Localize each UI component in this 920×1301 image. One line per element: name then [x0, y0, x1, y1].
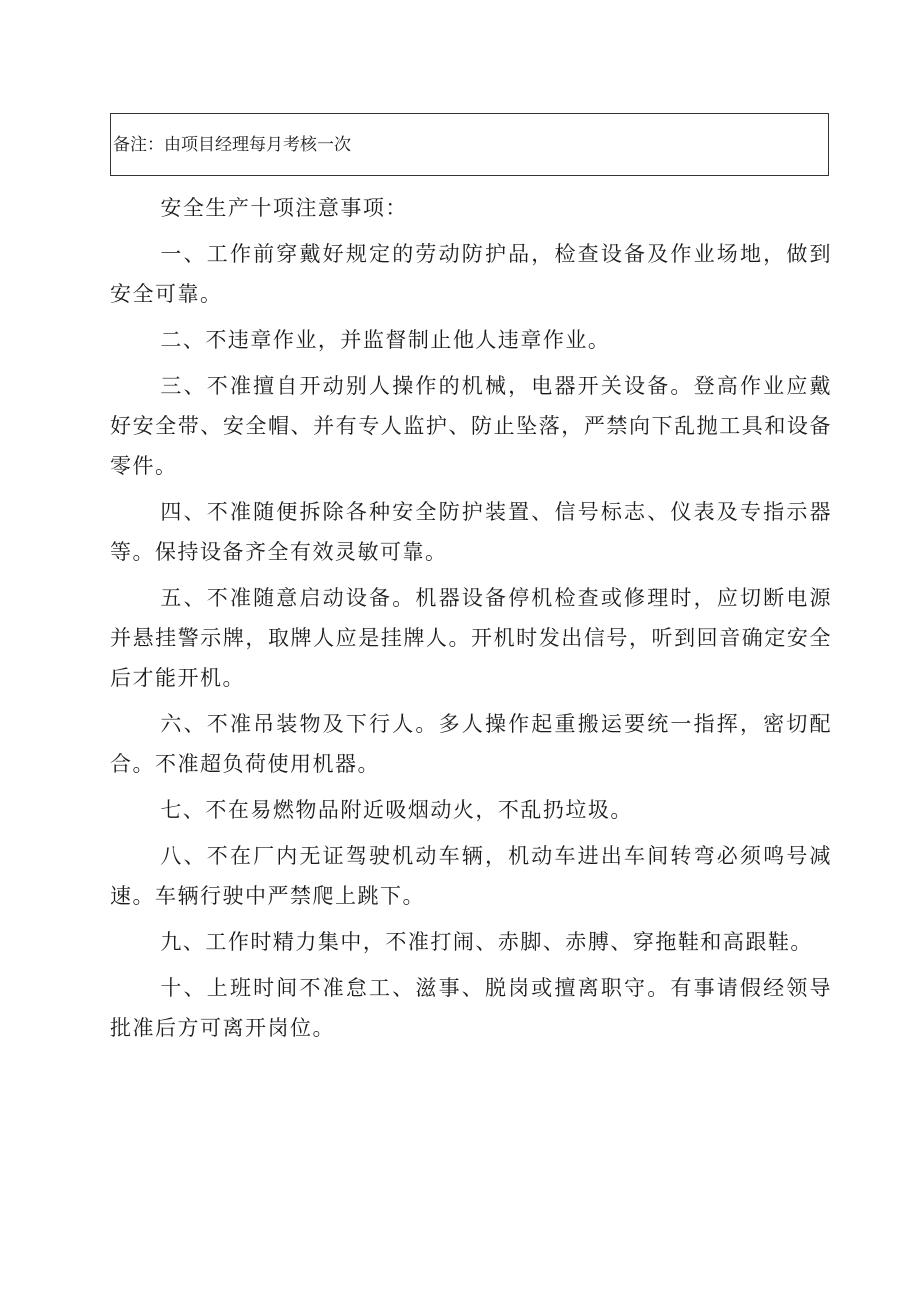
rule-item-3: 三、不准擅自开动别人操作的机械，电器开关设备。登高作业应戴好安全带、安全帽、并有专人监护、防止坠落，严禁向下乱抛工具和设备零件。	[110, 374, 832, 478]
rule-item-9: 九、工作时精力集中，不准打闹、赤脚、赤膊、穿拖鞋和高跟鞋。	[160, 930, 813, 954]
remark-text: 备注：由项目经理每月考核一次	[113, 135, 351, 155]
rule-item-4: 四、不准随便拆除各种安全防护装置、信号标志、仪表及专指示器等。保持设备齐全有效灵敏可靠。	[110, 500, 832, 564]
safety-rules-section	[110, 188, 832, 1054]
rule-item-5: 五、不准随意启动设备。机器设备停机检查或修理时，应切断电源并悬挂警示牌，取牌人应是挂牌人。开机时发出信号，听到回音确定安全后才能开机。	[110, 586, 832, 690]
rule-item-6: 六、不准吊装物及下行人。多人操作起重搬运要统一指挥，密切配合。不准超负荷使用机器。	[110, 712, 832, 776]
rule-item-8: 八、不在厂内无证驾驶机动车辆，机动车进出车间转弯必须鸣号减速。车辆行驶中严禁爬上跳下。	[110, 844, 832, 908]
remark-box	[110, 113, 829, 176]
rule-item-7: 七、不在易燃物品附近吸烟动火，不乱扔垃圾。	[160, 798, 633, 822]
rule-item-2: 二、不违章作业，并监督制止他人违章作业。	[160, 328, 611, 352]
rule-item-1: 一、工作前穿戴好规定的劳动防护品，检查设备及作业场地，做到安全可靠。	[110, 242, 832, 306]
section-heading: 安全生产十项注意事项：	[160, 196, 408, 220]
rule-item-10: 十、上班时间不准怠工、滋事、脱岗或擅离职守。有事请假经领导批准后方可离开岗位。	[110, 976, 832, 1040]
